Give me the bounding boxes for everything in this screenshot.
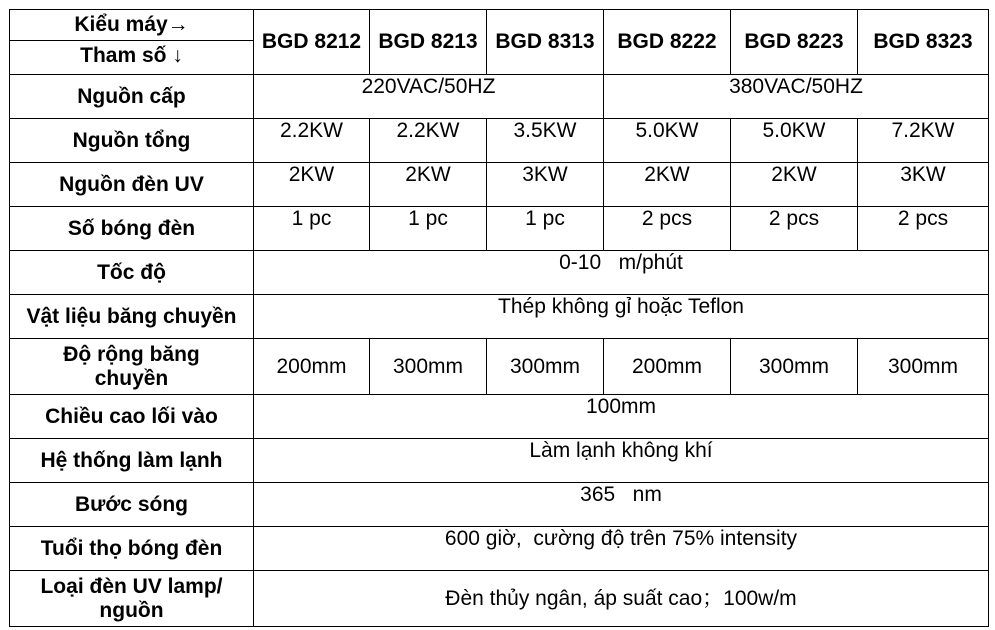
- row-wavelength: [10, 483, 989, 527]
- value-cell: 5.0KW: [731, 119, 858, 163]
- row-label: Tuổi thọ bóng đèn: [10, 527, 254, 571]
- value-cell: 2 pcs: [731, 207, 858, 251]
- value-cell: 7.2KW: [858, 119, 989, 163]
- value-cell: 300mm: [858, 339, 989, 395]
- value-cell: 1 pc: [254, 207, 370, 251]
- value-cell: 3.5KW: [487, 119, 604, 163]
- value-cell: 2KW: [731, 163, 858, 207]
- value-cell: 2.2KW: [254, 119, 370, 163]
- value-cell: 2KW: [254, 163, 370, 207]
- row-label: Bước sóng: [10, 483, 254, 527]
- value-cell: 2 pcs: [858, 207, 989, 251]
- value-cell: 2KW: [370, 163, 487, 207]
- row-label: Tốc độ: [10, 251, 254, 295]
- row-label: Số bóng đèn: [10, 207, 254, 251]
- value-cell: 3KW: [487, 163, 604, 207]
- header-label-cell: [10, 10, 254, 75]
- row-total-power: [10, 119, 989, 163]
- model-header: BGD 8313: [487, 10, 604, 75]
- value-cell: 300mm: [731, 339, 858, 395]
- value-cell: 5.0KW: [604, 119, 731, 163]
- value-cell: 600 giờ, cường độ trên 75% intensity: [254, 527, 989, 571]
- value-cell: 100mm: [254, 395, 989, 439]
- row-label: Chiều cao lối vào: [10, 395, 254, 439]
- row-uv-power: [10, 163, 989, 207]
- value-cell: 2.2KW: [370, 119, 487, 163]
- value-cell: 1 pc: [487, 207, 604, 251]
- value-cell: 300mm: [487, 339, 604, 395]
- row-lamp-type: [10, 571, 989, 627]
- param-label: Tham số ↓: [10, 40, 253, 71]
- row-belt-width: [10, 339, 989, 395]
- value-cell: 365 nm: [254, 483, 989, 527]
- value-cell: 2KW: [604, 163, 731, 207]
- value-cell: Thép không gỉ hoặc Teflon: [254, 295, 989, 339]
- row-label: Hệ thống làm lạnh: [10, 439, 254, 483]
- row-label: Nguồn tổng: [10, 119, 254, 163]
- value-cell: 2 pcs: [604, 207, 731, 251]
- value-cell: 3KW: [858, 163, 989, 207]
- value-cell: 380VAC/50HZ: [604, 75, 989, 119]
- model-label: Kiểu máy→: [74, 13, 189, 36]
- model-header: BGD 8223: [731, 10, 858, 75]
- row-lamp-life: [10, 527, 989, 571]
- value-cell: 1 pc: [370, 207, 487, 251]
- row-entry-height: [10, 395, 989, 439]
- row-label: Nguồn đèn UV: [10, 163, 254, 207]
- value-cell: Đèn thủy ngân, áp suất cao；100w/m: [254, 571, 989, 627]
- model-header: BGD 8323: [858, 10, 989, 75]
- row-belt-material: [10, 295, 989, 339]
- model-header: BGD 8212: [254, 10, 370, 75]
- value-cell: 200mm: [604, 339, 731, 395]
- value-cell: 200mm: [254, 339, 370, 395]
- model-header: BGD 8213: [370, 10, 487, 75]
- header-row: [10, 10, 989, 75]
- row-label: Vật liệu băng chuyền: [10, 295, 254, 339]
- row-power-supply: [10, 75, 989, 119]
- value-cell: 220VAC/50HZ: [254, 75, 604, 119]
- spec-table: [9, 9, 989, 627]
- value-cell: Làm lạnh không khí: [254, 439, 989, 483]
- row-lamp-count: [10, 207, 989, 251]
- value-cell: 300mm: [370, 339, 487, 395]
- row-label: Nguồn cấp: [10, 75, 254, 119]
- row-cooling: [10, 439, 989, 483]
- row-speed: [10, 251, 989, 295]
- row-label: Độ rộng băng chuyền: [10, 339, 254, 395]
- value-cell: 0-10 m/phút: [254, 251, 989, 295]
- model-header: BGD 8222: [604, 10, 731, 75]
- row-label: Loại đèn UV lamp/ nguồn: [10, 571, 254, 627]
